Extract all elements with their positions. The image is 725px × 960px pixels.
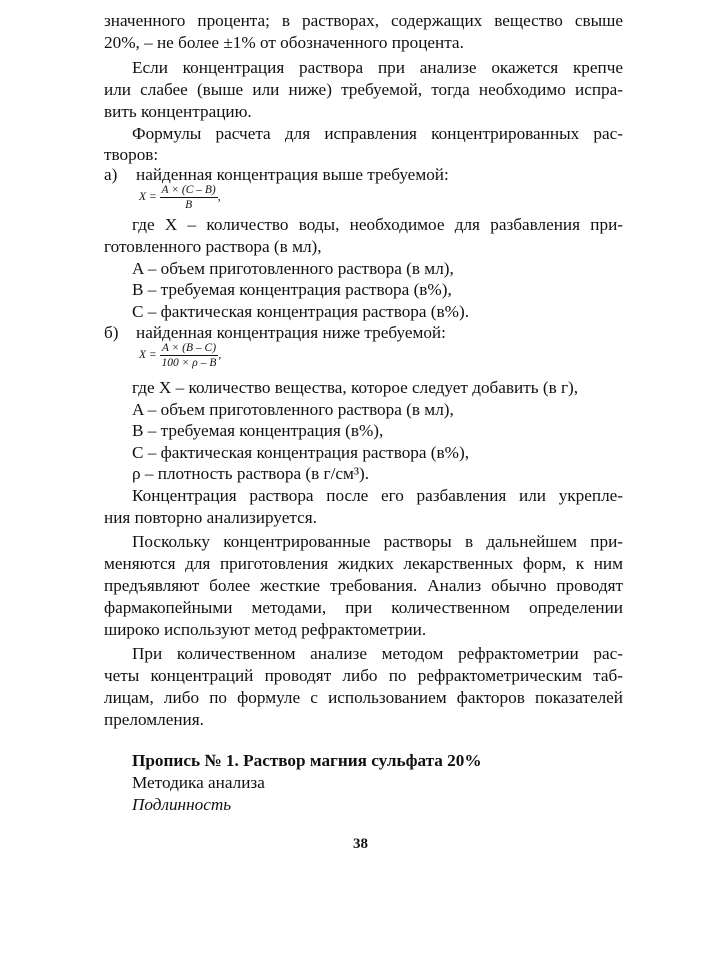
formula-tail: , (218, 349, 222, 362)
text-line: Концентрация раствора после его разбавления или укрепле- (132, 486, 623, 505)
text-line: где X – количество вещества, которое следует добавить (в г), (132, 378, 579, 397)
page-number: 38 (353, 836, 368, 852)
formula-denominator: 100 × ρ – B (161, 357, 217, 369)
list-marker-b: б) (104, 323, 119, 342)
text-line: C – фактическая концентрация раствора (в%), (132, 443, 469, 462)
text-line: Формулы расчета для исправления концентрированных рас- (132, 124, 623, 143)
text-line: При количественном анализе методом рефрактометрии рас- (132, 644, 623, 663)
formula-tail: , (217, 191, 221, 204)
text-line: ния повторно анализируется. (104, 508, 317, 527)
list-marker-a: а) (104, 165, 118, 184)
formula-fraction (160, 184, 218, 211)
text-line: где X – количество воды, необходимое для разбавления при- (132, 215, 623, 234)
formula-lhs: X = (139, 349, 157, 362)
text-line: или слабее (выше или ниже) требуемой, тогда необходимо испра- (104, 80, 623, 99)
text-line: значенного процента; в растворах, содержащих вещество свыше (104, 11, 623, 30)
text-line: вить концентрацию. (104, 102, 252, 121)
text-line: творов: (104, 145, 159, 164)
text-line: ρ – плотность раствора (в г/см³). (132, 464, 370, 483)
subheading: Подлинность (132, 795, 232, 814)
text-line: B – требуемая концентрация раствора (в%), (132, 280, 452, 299)
formula-fraction (160, 342, 222, 369)
text-line: готовленного раствора (в мл), (104, 237, 322, 256)
text-line: широко используют метод рефрактометрии. (104, 620, 427, 639)
formula-b (139, 342, 221, 369)
text-line: меняются для приготовления жидких лекарственных форм, к ним (104, 554, 623, 573)
text-line: лицам, либо по формуле с использованием факторов показателей (104, 688, 623, 707)
text-line: найденная концентрация выше требуемой: (136, 165, 449, 184)
text-line: преломления. (104, 710, 204, 729)
text-line: A – объем приготовленного раствора (в мл), (132, 259, 454, 278)
formula-a (139, 184, 221, 211)
text-line: предъявляют более жесткие требования. Анализ обычно проводят (104, 576, 623, 595)
text-line: Поскольку концентрированные растворы в дальнейшем при- (132, 532, 623, 551)
text-line: Если концентрация раствора при анализе окажется крепче (132, 58, 623, 77)
text-line: A – объем приготовленного раствора (в мл), (132, 400, 454, 419)
formula-lhs: X = (139, 191, 157, 204)
formula-numerator: A × (B – C) (160, 342, 219, 356)
text-line: найденная концентрация ниже требуемой: (136, 323, 446, 342)
formula-denominator: B (185, 199, 193, 211)
formula-numerator: A × (C – B) (161, 184, 216, 196)
text-line: Методика анализа (132, 773, 265, 792)
recipe-heading: Пропись № 1. Раствор магния сульфата 20% (132, 751, 482, 770)
text-line: четы концентраций проводят либо по рефрактометрическим таб- (104, 666, 623, 685)
text-line: C – фактическая концентрация раствора (в%). (132, 302, 469, 321)
text-line: 20%, – не более ±1% от обозначенного процента. (104, 33, 464, 52)
text-line: B – требуемая концентрация (в%), (132, 421, 384, 440)
text-line: фармакопейными методами, при количественном определении (104, 598, 623, 617)
